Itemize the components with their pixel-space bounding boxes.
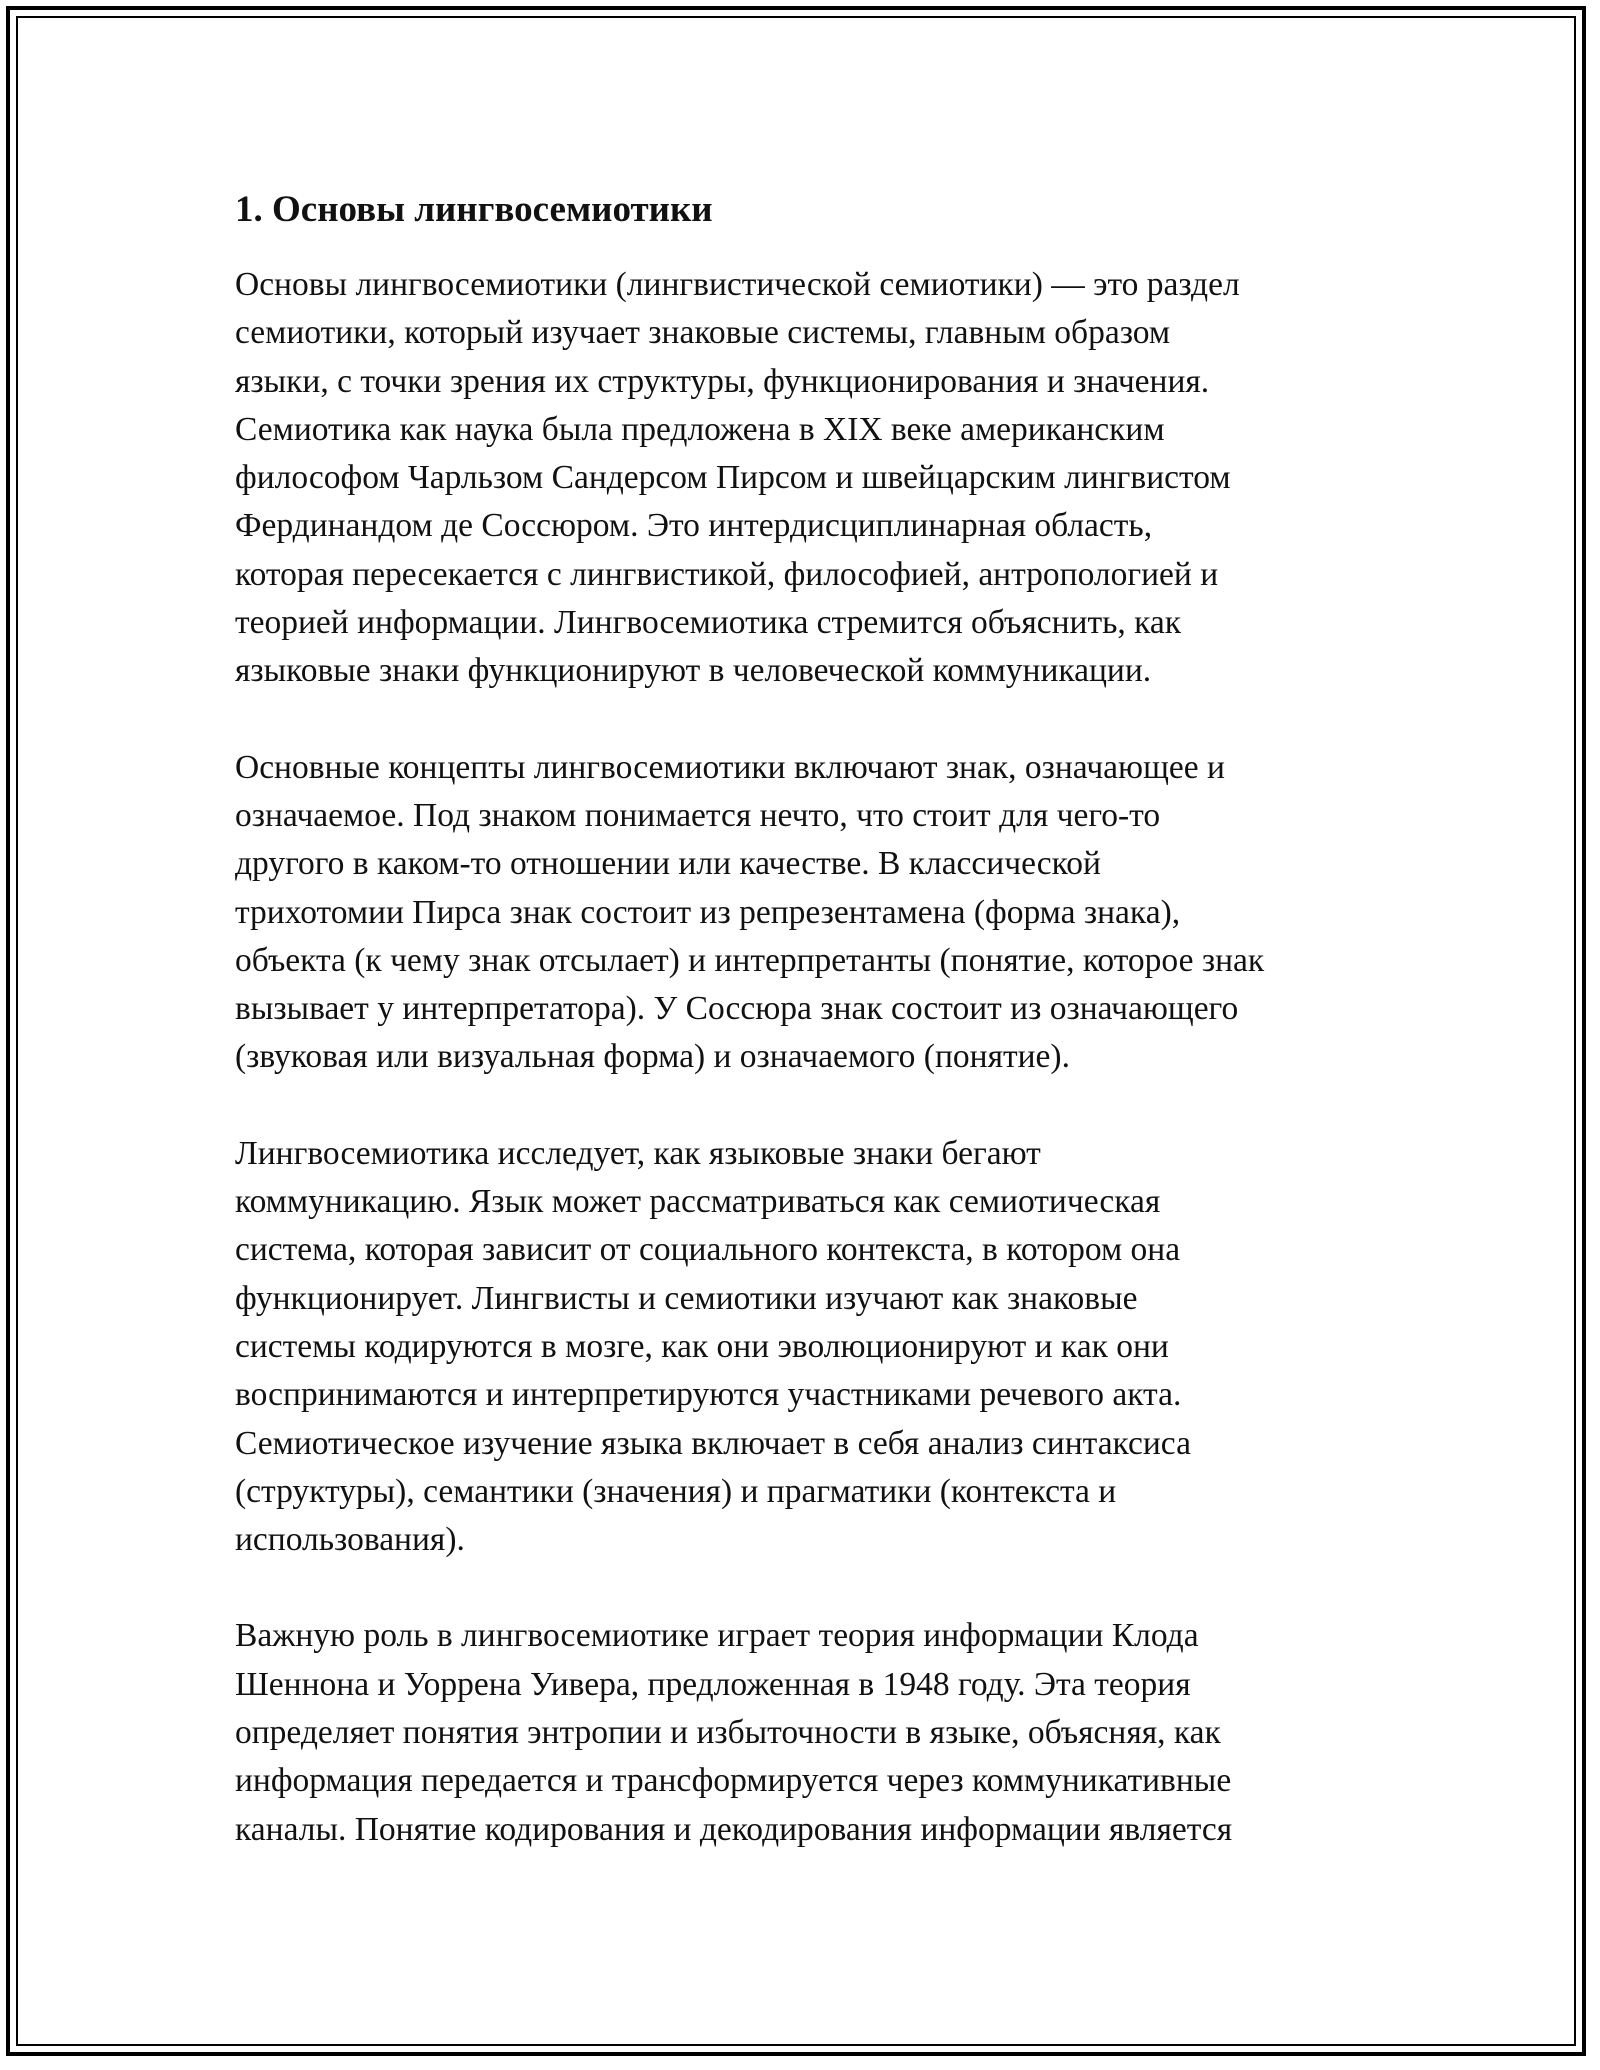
text-line: Основы лингвосемиотики (лингвистической семиотики) — это раздел xyxy=(235,266,1240,303)
document-body xyxy=(235,187,1385,1902)
paragraph-2 xyxy=(235,744,1385,1082)
text-line: определяет понятия энтропии и избыточности в языке, объясняя, как xyxy=(235,1714,1221,1752)
text-line: теорией информации. Лингвосемиотика стремится объяснить, как xyxy=(235,604,1182,642)
text-line: семиотики, который изучает знаковые системы, главным образом xyxy=(235,314,1171,352)
paragraph-1 xyxy=(235,261,1385,696)
text-line: которая пересекается с лингвистикой, философией, антропологией и xyxy=(235,555,1219,593)
text-line: другого в каком-то отношении или качестве. В классической xyxy=(235,845,1101,883)
paragraph-4 xyxy=(235,1612,1385,1853)
text-line: каналы. Понятие кодирования и декодирования информации является xyxy=(235,1810,1233,1848)
text-line: объекта (к чему знак отсылает) и интерпретанты (понятие, которое знак xyxy=(235,941,1265,979)
text-line: языки, с точки зрения их структуры, функционирования и значения. xyxy=(235,362,1210,400)
text-line: информация передается и трансформируется через коммуникативные xyxy=(235,1762,1232,1800)
text-line: трихотомии Пирса знак состоит из репрезентамена (форма знака), xyxy=(235,893,1181,931)
paragraph-3 xyxy=(235,1130,1385,1565)
text-line: воспринимаются и интерпретируются участниками речевого акта. xyxy=(235,1376,1182,1414)
section-heading: 1. Основы лингвосемиотики xyxy=(235,189,713,230)
text-line: (структуры), семантики (значения) и прагматики (контекста и xyxy=(235,1472,1117,1510)
text-line: система, которая зависит от социального контекста, в котором она xyxy=(235,1231,1181,1269)
text-line: коммуникацию. Язык может рассматриваться как семиотическая xyxy=(235,1183,1161,1221)
text-line: Фердинандом де Соссюром. Это интердисциплинарная область, xyxy=(235,507,1153,545)
text-line: вызывает у интерпретатора). У Соссюра знак состоит из означающего xyxy=(235,990,1239,1028)
text-line: языковые знаки функционируют в человеческой коммуникации. xyxy=(235,652,1152,690)
text-line: функционирует. Лингвисты и семиотики изучают как знаковые xyxy=(235,1279,1138,1317)
text-line: использования). xyxy=(235,1521,465,1559)
text-line: Лингвосемиотика исследует, как языковые знаки бегают xyxy=(235,1134,1041,1172)
text-line: системы кодируются в мозге, как они эволюционируют и как они xyxy=(235,1327,1169,1365)
text-line: Семиотика как наука была предложена в XIX веке американским xyxy=(235,410,1165,448)
text-line: означаемое. Под знаком понимается нечто, что стоит для чего-то xyxy=(235,796,1161,834)
text-line: Основные концепты лингвосемиотики включают знак, означающее и xyxy=(235,748,1225,786)
text-line: философом Чарльзом Сандерсом Пирсом и швейцарским лингвистом xyxy=(235,459,1231,497)
text-line: Шеннона и Уоррена Уивера, предложенная в 1948 году. Эта теория xyxy=(235,1665,1191,1703)
text-line: (звуковая или визуальная форма) и означаемого (понятие). xyxy=(235,1038,1070,1076)
text-line: Семиотическое изучение языка включает в себя анализ синтаксиса xyxy=(235,1424,1191,1462)
text-line: Важную роль в лингвосемиотике играет теория информации Клода xyxy=(235,1617,1199,1655)
